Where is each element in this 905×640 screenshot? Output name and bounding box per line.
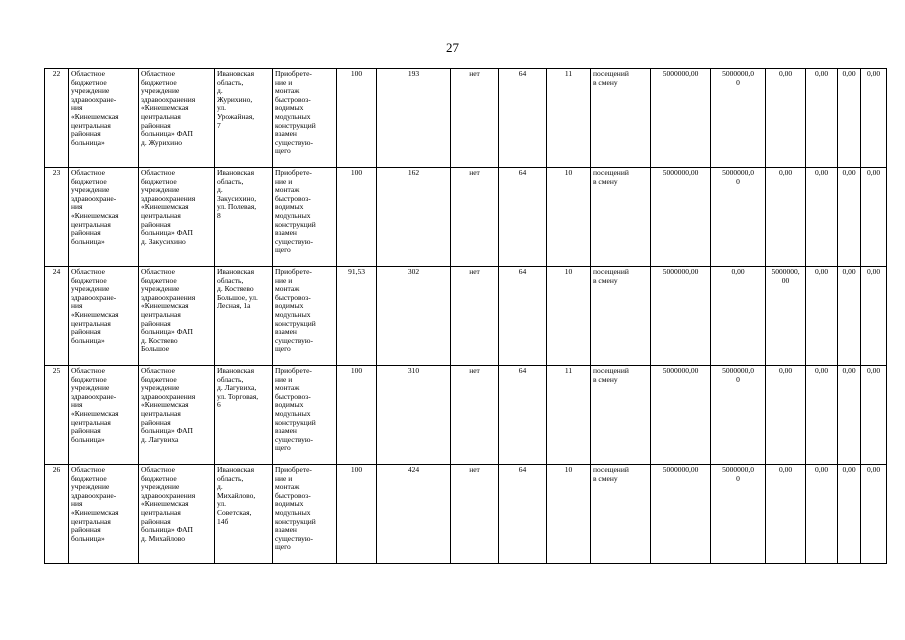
area-cell: 64 xyxy=(499,366,547,465)
readiness-cell: 100 xyxy=(337,69,377,168)
total-cost-cell: 5000000,00 xyxy=(651,465,711,564)
row-number: 22 xyxy=(45,69,69,168)
readiness-cell: 91,53 xyxy=(337,267,377,366)
unit-cell: посещений в смену xyxy=(591,69,651,168)
unit-cell: посещений в смену xyxy=(591,168,651,267)
cost-year4-cell: 0,00 xyxy=(838,465,861,564)
table-row xyxy=(45,465,887,564)
readiness-cell: 100 xyxy=(337,168,377,267)
cost-year4-cell: 0,00 xyxy=(838,267,861,366)
area-cell: 64 xyxy=(499,168,547,267)
table-row xyxy=(45,168,887,267)
work-type-cell: Приобрете- ние и монтаж быстровоз- водимых модульных конструкций взамен существую- щего xyxy=(273,465,337,564)
population-cell: 193 xyxy=(377,69,451,168)
address-cell: Ивановская область, д. Журихино, ул. Урожайная, 7 xyxy=(215,69,273,168)
capacity-cell: 11 xyxy=(547,69,591,168)
cost-year1-cell: 5000000,0 0 xyxy=(711,168,766,267)
cost-year5-cell: 0,00 xyxy=(861,465,887,564)
population-cell: 310 xyxy=(377,366,451,465)
total-cost-cell: 5000000,00 xyxy=(651,69,711,168)
cost-year1-cell: 0,00 xyxy=(711,267,766,366)
flag-cell: нет xyxy=(451,168,499,267)
work-type-cell: Приобрете- ние и монтаж быстровоз- водимых модульных конструкций взамен существую- щего xyxy=(273,168,337,267)
row-number: 23 xyxy=(45,168,69,267)
facility-cell: Областное бюджетное учреждение здравоохранения «Кинешемская центральная районная больница» ФАП д. Михайлово xyxy=(139,465,215,564)
cost-year3-cell: 0,00 xyxy=(806,267,838,366)
address-cell: Ивановская область, д. Закусихино, ул. Полевая, 8 xyxy=(215,168,273,267)
institution-cell: Областное бюджетное учреждение здравоохране- ния «Кинешемская центральная районная больница» xyxy=(69,168,139,267)
flag-cell: нет xyxy=(451,465,499,564)
facility-cell: Областное бюджетное учреждение здравоохранения «Кинешемская центральная районная больница» ФАП д. Лагувиха xyxy=(139,366,215,465)
capacity-cell: 10 xyxy=(547,168,591,267)
cost-year2-cell: 0,00 xyxy=(766,69,806,168)
facility-cell: Областное бюджетное учреждение здравоохранения «Кинешемская центральная районная больница» ФАП д. Закусихино xyxy=(139,168,215,267)
flag-cell: нет xyxy=(451,267,499,366)
row-number: 25 xyxy=(45,366,69,465)
flag-cell: нет xyxy=(451,69,499,168)
unit-cell: посещений в смену xyxy=(591,465,651,564)
capacity-cell: 10 xyxy=(547,465,591,564)
address-cell: Ивановская область, д. Костяево Большое, ул. Лесная, 1а xyxy=(215,267,273,366)
work-type-cell: Приобрете- ние и монтаж быстровоз- водимых модульных конструкций взамен существую- щего xyxy=(273,366,337,465)
total-cost-cell: 5000000,00 xyxy=(651,168,711,267)
flag-cell: нет xyxy=(451,366,499,465)
population-cell: 302 xyxy=(377,267,451,366)
table-row xyxy=(45,366,887,465)
cost-year5-cell: 0,00 xyxy=(861,267,887,366)
cost-year2-cell: 0,00 xyxy=(766,465,806,564)
total-cost-cell: 5000000,00 xyxy=(651,267,711,366)
capacity-cell: 11 xyxy=(547,366,591,465)
cost-year1-cell: 5000000,0 0 xyxy=(711,366,766,465)
work-type-cell: Приобрете- ние и монтаж быстровоз- водимых модульных конструкций взамен существую- щего xyxy=(273,69,337,168)
table-row xyxy=(45,267,887,366)
cost-year3-cell: 0,00 xyxy=(806,465,838,564)
capacity-cell: 10 xyxy=(547,267,591,366)
institution-cell: Областное бюджетное учреждение здравоохране- ния «Кинешемская центральная районная больница» xyxy=(69,366,139,465)
cost-year4-cell: 0,00 xyxy=(838,168,861,267)
table-row xyxy=(45,69,887,168)
page-number: 27 xyxy=(446,40,459,55)
population-cell: 162 xyxy=(377,168,451,267)
cost-year1-cell: 5000000,0 0 xyxy=(711,69,766,168)
cost-year2-cell: 0,00 xyxy=(766,366,806,465)
institution-cell: Областное бюджетное учреждение здравоохране- ния «Кинешемская центральная районная больница» xyxy=(69,267,139,366)
address-cell: Ивановская область, д. Лагувиха, ул. Торговая, 6 xyxy=(215,366,273,465)
cost-year3-cell: 0,00 xyxy=(806,366,838,465)
row-number: 24 xyxy=(45,267,69,366)
work-type-cell: Приобрете- ние и монтаж быстровоз- водимых модульных конструкций взамен существую- щего xyxy=(273,267,337,366)
facility-cell: Областное бюджетное учреждение здравоохранения «Кинешемская центральная районная больница» ФАП д. Журихино xyxy=(139,69,215,168)
cost-year4-cell: 0,00 xyxy=(838,366,861,465)
institution-cell: Областное бюджетное учреждение здравоохране- ния «Кинешемская центральная районная больница» xyxy=(69,69,139,168)
population-cell: 424 xyxy=(377,465,451,564)
total-cost-cell: 5000000,00 xyxy=(651,366,711,465)
cost-year5-cell: 0,00 xyxy=(861,366,887,465)
cost-year3-cell: 0,00 xyxy=(806,168,838,267)
cost-year4-cell: 0,00 xyxy=(838,69,861,168)
facilities-table xyxy=(44,68,887,564)
institution-cell: Областное бюджетное учреждение здравоохране- ния «Кинешемская центральная районная больница» xyxy=(69,465,139,564)
unit-cell: посещений в смену xyxy=(591,267,651,366)
unit-cell: посещений в смену xyxy=(591,366,651,465)
cost-year1-cell: 5000000,0 0 xyxy=(711,465,766,564)
readiness-cell: 100 xyxy=(337,465,377,564)
cost-year5-cell: 0,00 xyxy=(861,168,887,267)
facility-cell: Областное бюджетное учреждение здравоохранения «Кинешемская центральная районная больница» ФАП д. Костяево Большое xyxy=(139,267,215,366)
area-cell: 64 xyxy=(499,267,547,366)
area-cell: 64 xyxy=(499,69,547,168)
address-cell: Ивановская область, д. Михайлово, ул. Советская, 14б xyxy=(215,465,273,564)
area-cell: 64 xyxy=(499,465,547,564)
readiness-cell: 100 xyxy=(337,366,377,465)
cost-year5-cell: 0,00 xyxy=(861,69,887,168)
cost-year2-cell: 5000000, 00 xyxy=(766,267,806,366)
cost-year2-cell: 0,00 xyxy=(766,168,806,267)
cost-year3-cell: 0,00 xyxy=(806,69,838,168)
row-number: 26 xyxy=(45,465,69,564)
